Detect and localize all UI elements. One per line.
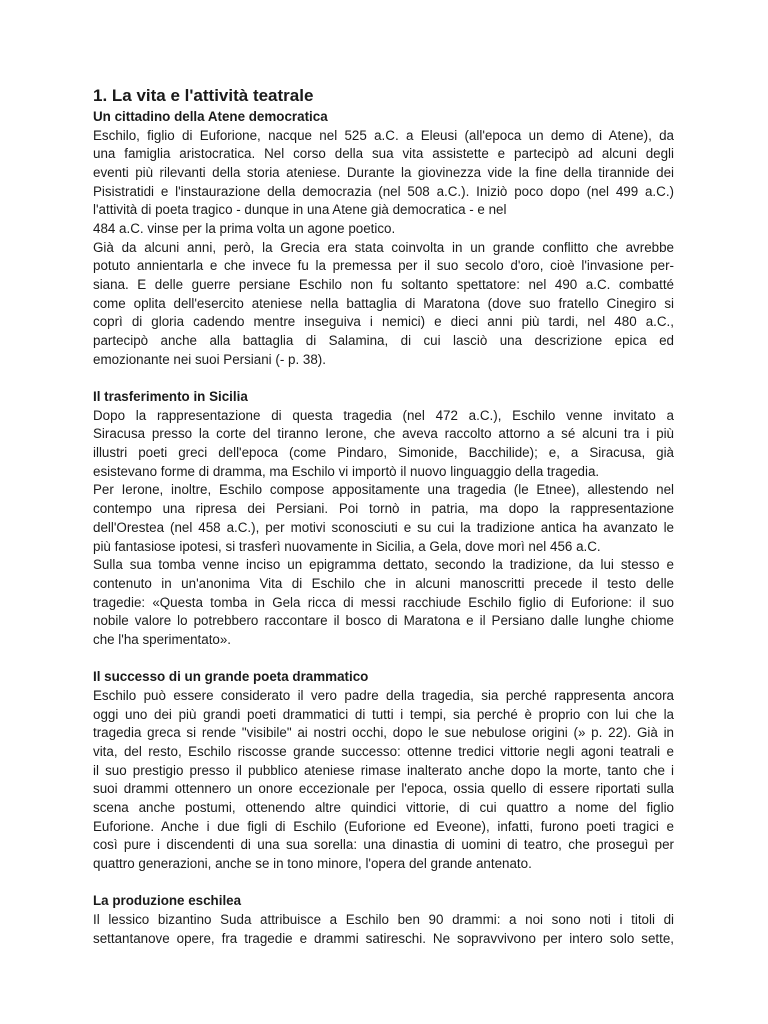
paragraph-line: nobile valore lo potrebbero raccontare il bosco di Maratona e il Persiano dalle lunghe chiome — [93, 613, 674, 629]
paragraph-line: Pisistratidi e l'instaurazione della democrazia (nel 508 a.C.). Iniziò poco dopo (nel 499 a.C.) — [93, 183, 674, 199]
section-production — [93, 892, 674, 948]
paragraph-line: potuto annientarla e che invece fu la premessa per il suo secolo d'oro, cioè l'invasione per- — [93, 258, 674, 274]
paragraph-line: Già da alcuni anni, però, la Grecia era stata coinvolta in un grande conflitto che avrebbe — [93, 239, 674, 255]
paragraph-line: quattro generazioni, anche se in tono minore, l'opera del grande antenato. — [93, 856, 532, 872]
paragraph-line: Siracusa presso la corte del tiranno Ierone, che aveva raccolto attorno a sé alcuni tra i più — [93, 426, 674, 442]
paragraph-line: più fantasiose ipotesi, si trasferì nuovamente in Sicilia, a Gela, dove morì nel 456 a.C. — [93, 538, 601, 554]
paragraph-line: così pure i discendenti di una sua sorella: una dinastia di uomini di teatro, che proseguì per — [93, 837, 674, 853]
paragraph-line: che l'ha sperimentato». — [93, 631, 232, 647]
section-heading: Un cittadino della Atene democratica — [93, 109, 328, 124]
paragraph-line: una famiglia aristocratica. Nel corso della sua vita assistette e partecipò ad alcuni degli — [93, 146, 674, 162]
paragraph-line: illustri poeti greci dell'epoca (come Pindaro, Simonide, Bacchilide); e, a Siracusa, già — [93, 445, 674, 461]
section-heading: Il trasferimento in Sicilia — [93, 389, 248, 405]
paragraph-line: siana. E delle guerre persiane Eschilo non fu soltanto spettatore: nel 490 a.C. combatté — [93, 277, 674, 293]
paragraph-line: Dopo la rappresentazione di questa tragedia (nel 472 a.C.), Eschilo venne invitato a — [93, 407, 674, 423]
paragraph-line: Per Ierone, inoltre, Eschilo compose appositamente una tragedia (le Etnee), allestendo nel — [93, 482, 674, 498]
paragraph-line: 484 a.C. vinse per la prima volta un agone poetico. — [93, 221, 396, 237]
chapter-title: 1. La vita e l'attività teatrale — [93, 86, 314, 105]
paragraph-line: Il lessico bizantino Suda attribuisce a Eschilo ben 90 drammi: a noi sono noti i titoli di — [93, 911, 674, 927]
paragraph-line: contenuto in un'anonima Vita di Eschilo che in alcuni manoscritti precede il testo delle — [93, 575, 674, 591]
paragraph-line: Eschilo può essere considerato il vero padre della tragedia, sia perché rappresenta ancora — [93, 687, 674, 703]
section-athens — [93, 108, 674, 370]
paragraph-line: contempo una ripresa dei Persiani. Poi tornò in patria, ma dopo la rappresentazione — [93, 501, 674, 517]
paragraph-line: Eschilo, figlio di Euforione, nacque nel 525 a.C. a Eleusi (all'epoca un demo di Atene), da — [93, 127, 674, 143]
paragraph-line: eventi più rilevanti della storia ateniese. Durante la giovinezza vide la fine della tirannide dei — [93, 164, 674, 180]
paragraph-line: tragedie: «Questa tomba in Gela ricca di messi racchiude Eschilo figlio di Euforione: il suo — [93, 594, 674, 610]
paragraph-line: Euforione. Anche i due figli di Eschilo (Euforione ed Eveone), infatti, furono poeti tragici e — [93, 818, 674, 834]
paragraph-line: oggi uno dei più grandi poeti drammatici di tutti i tempi, sia perché è proprio con lui che la — [93, 706, 674, 722]
paragraph-line: tragedia greca si rende "visibile" ai nostri occhi, dopo le sue nebulose origini (» p. 22). Già in — [93, 725, 674, 741]
paragraph-line: Sulla sua tomba venne inciso un epigramma dettato, secondo la tradizione, da lui stesso e — [93, 557, 674, 573]
section-spacer — [93, 874, 674, 893]
paragraph-line: dell'Orestea (nel 458 a.C.), per motivi sconosciuti e su cui la tradizione antica ha avanzato le — [93, 519, 674, 535]
section-heading: La produzione eschilea — [93, 893, 242, 909]
section-heading: Il successo di un grande poeta drammatico — [93, 669, 369, 685]
paragraph-line: scena anche postumi, ottenendo altre quindici vittorie, di cui quattro a nome del figlio — [93, 799, 674, 815]
paragraph-line: vita, del resto, Eschilo riscosse grande successo: ottenne tredici vittorie negli agoni teatrali e — [93, 743, 674, 759]
paragraph-line: partecipò anche alla battaglia di Salamina, di cui lasciò una descrizione epica ed — [93, 333, 674, 349]
paragraph-line: suoi drammi ottennero un onore eccezionale per l'epoca, ossia quello di essere riportati sulla — [93, 781, 674, 797]
section-spacer — [93, 650, 674, 669]
paragraph-line: l'attività di poeta tragico - dunque in una Atene già democratica - e nel — [93, 202, 507, 218]
paragraph-line: settantanove opere, fra tragedie e drammi satireschi. Ne sopravvivono per intero solo sette, — [93, 930, 674, 946]
paragraph-line: coprì di gloria cadendo mentre inseguiva i nemici) e dieci anni più tardi, nel 480 a.C., — [93, 314, 674, 330]
section-success — [93, 668, 674, 873]
section-spacer — [93, 370, 674, 389]
paragraph-line: emozionante nei suoi Persiani (- p. 38). — [93, 351, 326, 367]
paragraph-line: esistevano forme di dramma, ma Eschilo vi importò il nuovo linguaggio della tragedia. — [93, 463, 600, 479]
paragraph-line: come oplita dell'esercito ateniese nella battaglia di Maratona (dove suo fratello Cinegiro si — [93, 295, 674, 311]
section-sicily — [93, 388, 674, 650]
paragraph-line: il suo prestigio presso il pubblico ateniese rimase inalterato anche dopo la morte, tanto che i — [93, 762, 674, 778]
